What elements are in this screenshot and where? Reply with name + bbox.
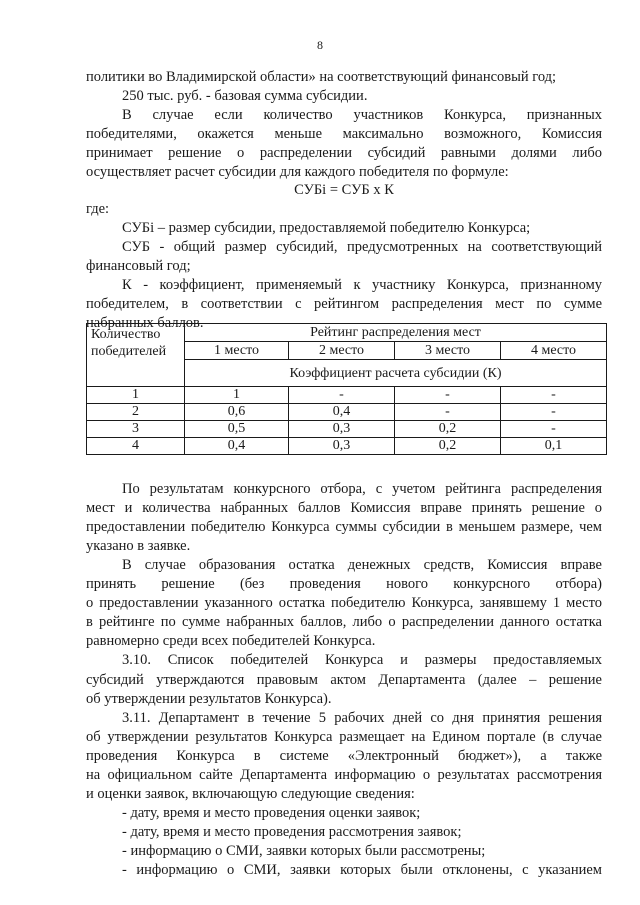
text-line: на официальном сайте Департамента информацию о результатах рассмотрения bbox=[86, 766, 602, 783]
coefficient-cell: 0,5 bbox=[185, 421, 289, 438]
text-line: об утверждении результатов Конкурса). bbox=[86, 690, 332, 707]
winner-count: 2 bbox=[87, 404, 185, 421]
text-line: о предоставлении указанного остатка победителю Конкурса, занявшему 1 место bbox=[86, 595, 602, 612]
text-line: где: bbox=[86, 201, 110, 218]
text-line: в рейтинге по сумме набранных баллов, либо о распределении данного остатка bbox=[86, 614, 602, 631]
text-line: В случае если количество участников Конкурса, признанных bbox=[122, 106, 602, 123]
text-line: - дату, время и место проведения рассмотрения заявок; bbox=[122, 823, 462, 840]
coefficient-cell: - bbox=[395, 387, 501, 404]
text-line: политики во Владимирской области» на соответствующий финансовый год; bbox=[86, 69, 557, 85]
coefficient-cell: 0,3 bbox=[289, 438, 395, 455]
coefficient-table bbox=[86, 323, 607, 455]
text-line: СУБi – размер субсидии, предоставляемой победителю Конкурса; bbox=[122, 220, 531, 237]
coefficient-header: Коэффициент расчета субсидии (К) bbox=[185, 360, 607, 387]
text-line: принимает решение о распределении субсидий равными долями либо bbox=[86, 144, 602, 161]
coefficient-cell: 0,1 bbox=[501, 438, 607, 455]
text-line: - информацию о СМИ, заявки которых были отклонены, с указанием bbox=[122, 862, 602, 878]
winner-count: 4 bbox=[87, 438, 185, 455]
coefficient-cell: - bbox=[395, 404, 501, 421]
coefficient-cell: 0,2 bbox=[395, 438, 501, 455]
place-header: 1 место bbox=[185, 342, 289, 360]
table-row bbox=[87, 387, 607, 404]
text-line: проведения Конкурса в системе «Электронный бюджет»), а также bbox=[86, 747, 602, 764]
text-line: - информацию о СМИ, заявки которых были рассмотрены; bbox=[122, 842, 486, 859]
text-line: осуществляет расчет субсидии для каждого победителя по формуле: bbox=[86, 163, 509, 180]
coefficient-cell: 0,6 bbox=[185, 404, 289, 421]
text-line: предоставлении победителю Конкурса суммы субсидии в меньшем размере, чем bbox=[86, 519, 602, 536]
coefficient-cell: - bbox=[289, 387, 395, 404]
text-line: субсидий утверждаются правовым актом Департамента (далее – решение bbox=[86, 671, 602, 688]
coefficient-cell: - bbox=[501, 404, 607, 421]
place-header: 4 место bbox=[501, 342, 607, 360]
coefficient-cell: 0,2 bbox=[395, 421, 501, 438]
coefficient-cell: 1 bbox=[185, 387, 289, 404]
text-line: равномерно среди всех победителей Конкурса. bbox=[86, 633, 376, 650]
text-line: победителем, в соответствии с рейтингом распределения мест по сумме bbox=[86, 295, 602, 312]
place-header: 2 место bbox=[289, 342, 395, 360]
text-line: набранных баллов. bbox=[86, 314, 204, 331]
rating-header: Рейтинг распределения мест bbox=[185, 324, 607, 342]
coefficient-cell: 0,3 bbox=[289, 421, 395, 438]
text-line: мест и количества набранных баллов Комиссия вправе принять решение о bbox=[86, 500, 602, 517]
text-line: финансовый год; bbox=[86, 258, 191, 274]
count-header: Количество победителей bbox=[87, 324, 185, 387]
table-row bbox=[87, 421, 607, 438]
text-line: К - коэффициент, применяемый к участнику Конкурса, признанному bbox=[122, 276, 602, 293]
text-line: - дату, время и место проведения оценки заявок; bbox=[122, 804, 421, 821]
text-line: 3.11. Департамент в течение 5 рабочих дней со дня принятия решения bbox=[122, 709, 602, 726]
table-row bbox=[87, 438, 607, 455]
text-line: указано в заявке. bbox=[86, 538, 191, 555]
text-line: 3.10. Список победителей Конкурса и размеры предоставляемых bbox=[122, 652, 602, 669]
text-line: СУБ - общий размер субсидий, предусмотренных на соответствующий bbox=[122, 239, 602, 256]
text-line: По результатам конкурсного отбора, с учетом рейтинга распределения bbox=[122, 481, 602, 497]
table-row bbox=[87, 404, 607, 421]
text-line: СУБi = СУБ x К bbox=[294, 182, 394, 199]
coefficient-cell: - bbox=[501, 387, 607, 404]
page-number: 8 bbox=[317, 38, 323, 52]
text-line: В случае образования остатка денежных средств, Комиссия вправе bbox=[122, 557, 602, 574]
text-line: и оценки заявок, включающую следующие сведения: bbox=[86, 785, 415, 802]
winner-count: 3 bbox=[87, 421, 185, 438]
text-line: 250 тыс. руб. - базовая сумма субсидии. bbox=[122, 87, 368, 104]
text-line: принять решение (без проведения нового конкурсного отбора) bbox=[86, 576, 602, 593]
place-header: 3 место bbox=[395, 342, 501, 360]
text-line: победителями, окажется меньше максимально возможного, Комиссия bbox=[86, 125, 602, 142]
text-line: об утверждении результатов Конкурса размещает на Едином портале (в случае bbox=[86, 728, 602, 745]
coefficient-cell: - bbox=[501, 421, 607, 438]
coefficient-cell: 0,4 bbox=[289, 404, 395, 421]
winner-count: 1 bbox=[87, 387, 185, 404]
coefficient-cell: 0,4 bbox=[185, 438, 289, 455]
